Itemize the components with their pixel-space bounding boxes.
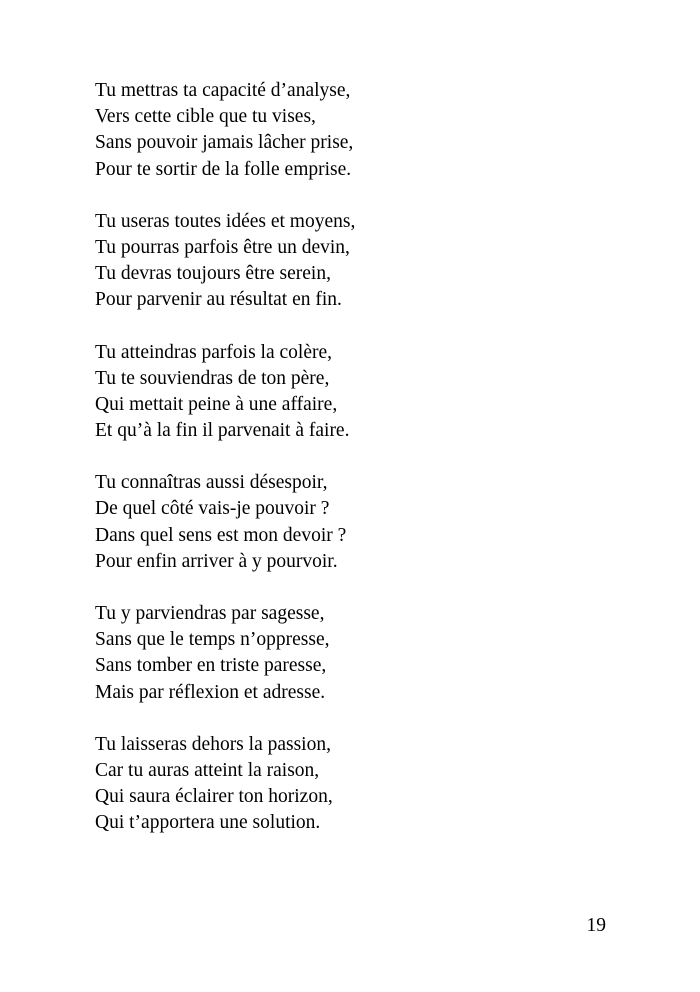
poem-line: Sans que le temps n’oppresse, (95, 629, 330, 651)
poem-line: Pour te sortir de la folle emprise. (95, 158, 352, 180)
page-number: 19 (586, 915, 606, 936)
stanza-1 (95, 78, 635, 183)
stanza-6 (95, 732, 635, 837)
poem-line: Dans quel sens est mon devoir ? (95, 524, 347, 546)
poem-line: Tu y parviendras par sagesse, (95, 603, 325, 624)
poem-line: Tu connaîtras aussi désespoir, (95, 472, 328, 494)
poem-line: Et qu’à la fin il parvenait à faire. (95, 420, 350, 442)
poem-line: Qui mettait peine à une affaire, (95, 393, 338, 415)
poem-line: Sans pouvoir jamais lâcher prise, (95, 132, 354, 154)
poem-line: Tu te souviendras de ton père, (95, 367, 330, 389)
stanza-3 (95, 340, 635, 445)
stanza-4 (95, 470, 635, 575)
poem-line: Tu laisseras dehors la passion, (95, 733, 331, 755)
stanza-2 (95, 209, 635, 314)
poem-line: Tu atteindras parfois la colère, (95, 341, 332, 363)
poem-line: Vers cette cible que tu vises, (95, 106, 316, 128)
poem (95, 78, 635, 863)
poem-line: Car tu auras atteint la raison, (95, 759, 320, 781)
stanza-5 (95, 601, 635, 706)
poem-line: Qui t’apportera une solution. (95, 812, 321, 834)
poem-line: Qui saura éclairer ton horizon, (95, 786, 333, 808)
poem-line: Pour enfin arriver à y pourvoir. (95, 550, 338, 572)
poem-line: Mais par réflexion et adresse. (95, 681, 326, 703)
poem-line: De quel côté vais-je pouvoir ? (95, 498, 330, 520)
poem-line: Tu useras toutes idées et moyens, (95, 210, 356, 232)
poem-line: Tu mettras ta capacité d’analyse, (95, 80, 351, 101)
poem-line: Tu devras toujours être serein, (95, 263, 331, 285)
poem-line: Pour parvenir au résultat en fin. (95, 289, 342, 311)
poem-line: Tu pourras parfois être un devin, (95, 236, 350, 258)
poem-line: Sans tomber en triste paresse, (95, 655, 327, 677)
